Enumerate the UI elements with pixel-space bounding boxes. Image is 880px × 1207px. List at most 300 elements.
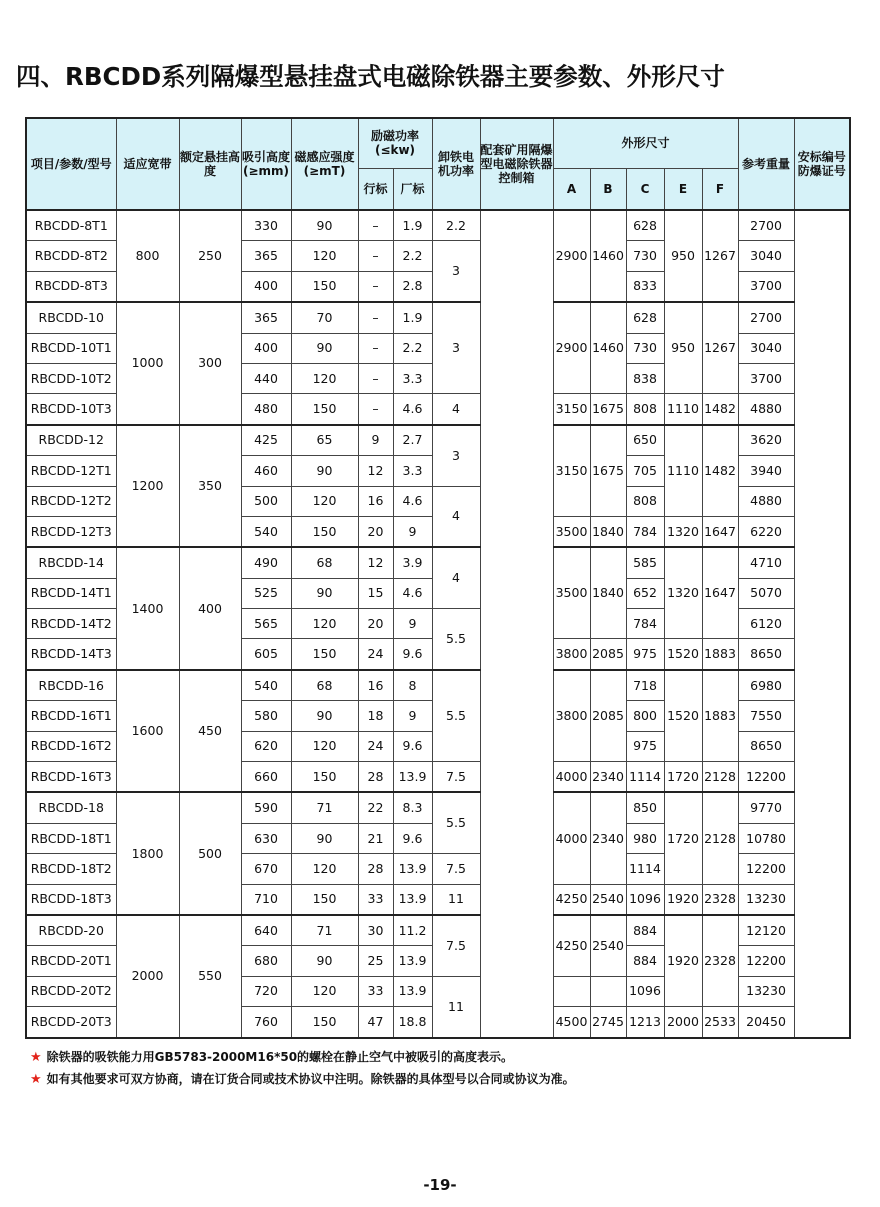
- row-std-cell: –: [358, 210, 393, 241]
- model-cell: RBCDD-16T3: [26, 762, 116, 793]
- dim-c-cell: 800: [626, 701, 664, 731]
- magnetic-cell: 90: [291, 456, 358, 486]
- row-std-cell: 9: [358, 425, 393, 456]
- factory-std-cell: 13.9: [393, 884, 432, 915]
- dim-c-cell: 628: [626, 302, 664, 333]
- motor-power-cell: 5.5: [432, 792, 480, 853]
- header-dim-c: C: [626, 168, 664, 210]
- rated-height-cell: 450: [179, 670, 241, 793]
- lift-cell: 400: [241, 333, 291, 363]
- weight-cell: 2700: [738, 302, 794, 333]
- dim-b-cell: 2540: [590, 915, 626, 976]
- model-cell: RBCDD-8T3: [26, 271, 116, 302]
- row-std-cell: 24: [358, 639, 393, 670]
- lift-cell: 590: [241, 792, 291, 823]
- lift-cell: 605: [241, 639, 291, 670]
- lift-cell: 365: [241, 241, 291, 271]
- lift-cell: 400: [241, 271, 291, 302]
- weight-cell: 4880: [738, 394, 794, 425]
- belt-width-cell: 2000: [116, 915, 179, 1038]
- model-cell: RBCDD-16T1: [26, 701, 116, 731]
- dim-c-cell: 784: [626, 609, 664, 639]
- rated-height-cell: 400: [179, 547, 241, 670]
- header-weight: 参考重量: [738, 118, 794, 210]
- dim-c-cell: 838: [626, 363, 664, 393]
- dim-f-cell: 1647: [702, 547, 738, 639]
- dim-c-cell: 884: [626, 946, 664, 976]
- dim-f-cell: 2328: [702, 884, 738, 915]
- dim-a-cell: 3800: [553, 670, 590, 762]
- model-cell: RBCDD-12: [26, 425, 116, 456]
- dim-c-cell: 650: [626, 425, 664, 456]
- weight-cell: 3040: [738, 333, 794, 363]
- dim-e-cell: 1320: [664, 516, 702, 547]
- model-cell: RBCDD-10: [26, 302, 116, 333]
- dim-f-cell: 1647: [702, 516, 738, 547]
- belt-width-cell: 800: [116, 210, 179, 302]
- lift-cell: 440: [241, 363, 291, 393]
- dim-e-cell: 2000: [664, 1007, 702, 1038]
- note-text: 除铁器的吸铁能力用GB5783-2000M16*50的螺栓在静止空气中被吸引的高度表示。: [46, 1050, 514, 1064]
- row-std-cell: 16: [358, 670, 393, 701]
- dim-a-cell: [553, 976, 590, 1006]
- lift-cell: 490: [241, 547, 291, 578]
- factory-std-cell: 13.9: [393, 854, 432, 884]
- weight-cell: 2700: [738, 210, 794, 241]
- motor-power-cell: 11: [432, 976, 480, 1037]
- weight-cell: 3040: [738, 241, 794, 271]
- header-dim-e: E: [664, 168, 702, 210]
- model-cell: RBCDD-10T3: [26, 394, 116, 425]
- row-std-cell: 25: [358, 946, 393, 976]
- magnetic-cell: 120: [291, 731, 358, 761]
- weight-cell: 12200: [738, 854, 794, 884]
- model-cell: RBCDD-16: [26, 670, 116, 701]
- dim-c-cell: 585: [626, 547, 664, 578]
- header-cert: 安标编号防爆证号: [794, 118, 850, 210]
- dim-f-cell: 1482: [702, 394, 738, 425]
- row-std-cell: –: [358, 302, 393, 333]
- header-factory-std: 厂标: [393, 168, 432, 210]
- dim-a-cell: 4500: [553, 1007, 590, 1038]
- lift-cell: 330: [241, 210, 291, 241]
- star-icon: ★: [30, 1050, 42, 1065]
- factory-std-cell: 9: [393, 516, 432, 547]
- lift-cell: 620: [241, 731, 291, 761]
- magnetic-cell: 70: [291, 302, 358, 333]
- magnetic-cell: 120: [291, 609, 358, 639]
- magnetic-cell: 120: [291, 241, 358, 271]
- model-cell: RBCDD-14T2: [26, 609, 116, 639]
- dim-b-cell: 1840: [590, 516, 626, 547]
- notes: [30, 1048, 575, 1092]
- factory-std-cell: 18.8: [393, 1007, 432, 1038]
- header-dimensions: 外形尺寸: [553, 118, 738, 168]
- dim-c-cell: 808: [626, 486, 664, 516]
- magnetic-cell: 150: [291, 394, 358, 425]
- factory-std-cell: 4.6: [393, 486, 432, 516]
- dim-e-cell: 1320: [664, 547, 702, 639]
- dim-c-cell: 652: [626, 578, 664, 608]
- weight-cell: 3620: [738, 425, 794, 456]
- header-excitation: 励磁功率(≤kw): [358, 118, 432, 168]
- dim-c-cell: 884: [626, 915, 664, 946]
- dim-e-cell: 950: [664, 302, 702, 394]
- dim-a-cell: 3500: [553, 547, 590, 639]
- weight-cell: 8650: [738, 639, 794, 670]
- weight-cell: 13230: [738, 976, 794, 1006]
- dim-b-cell: 1675: [590, 394, 626, 425]
- factory-std-cell: 1.9: [393, 302, 432, 333]
- dim-f-cell: 2533: [702, 1007, 738, 1038]
- weight-cell: 4880: [738, 486, 794, 516]
- dim-e-cell: 1520: [664, 670, 702, 762]
- model-cell: RBCDD-18T3: [26, 884, 116, 915]
- row-std-cell: –: [358, 363, 393, 393]
- weight-cell: 3700: [738, 271, 794, 302]
- dim-c-cell: 1213: [626, 1007, 664, 1038]
- page-title: 四、RBCDD系列隔爆型悬挂盘式电磁除铁器主要参数、外形尺寸: [16, 62, 725, 91]
- lift-cell: 680: [241, 946, 291, 976]
- lift-cell: 540: [241, 670, 291, 701]
- factory-std-cell: 9: [393, 701, 432, 731]
- model-cell: RBCDD-18T2: [26, 854, 116, 884]
- dim-b-cell: [590, 976, 626, 1006]
- header-row-std: 行标: [358, 168, 393, 210]
- lift-cell: 425: [241, 425, 291, 456]
- dim-c-cell: 1114: [626, 762, 664, 793]
- dim-f-cell: 1883: [702, 670, 738, 762]
- model-cell: RBCDD-20T3: [26, 1007, 116, 1038]
- row-std-cell: 24: [358, 731, 393, 761]
- factory-std-cell: 4.6: [393, 394, 432, 425]
- lift-cell: 630: [241, 823, 291, 853]
- dim-b-cell: 2340: [590, 762, 626, 793]
- factory-std-cell: 8.3: [393, 792, 432, 823]
- factory-std-cell: 3.9: [393, 547, 432, 578]
- lift-cell: 525: [241, 578, 291, 608]
- weight-cell: 6120: [738, 609, 794, 639]
- weight-cell: 20450: [738, 1007, 794, 1038]
- row-std-cell: –: [358, 394, 393, 425]
- row-std-cell: –: [358, 241, 393, 271]
- header-motor-power: 卸铁电机功率: [432, 118, 480, 210]
- model-cell: RBCDD-8T1: [26, 210, 116, 241]
- dim-a-cell: 2900: [553, 302, 590, 394]
- row-std-cell: 28: [358, 854, 393, 884]
- header-controller: 配套矿用隔爆型电磁除铁器控制箱: [480, 118, 553, 210]
- note-item: [30, 1070, 575, 1092]
- dim-c-cell: 833: [626, 271, 664, 302]
- cert-cell: [794, 210, 850, 1038]
- header-dim-f: F: [702, 168, 738, 210]
- dim-a-cell: 4000: [553, 762, 590, 793]
- factory-std-cell: 9.6: [393, 823, 432, 853]
- header-rated-height: 额定悬挂高度: [179, 118, 241, 210]
- motor-power-cell: 4: [432, 547, 480, 608]
- dim-b-cell: 2540: [590, 884, 626, 915]
- magnetic-cell: 90: [291, 946, 358, 976]
- dim-c-cell: 730: [626, 333, 664, 363]
- model-cell: RBCDD-20T2: [26, 976, 116, 1006]
- belt-width-cell: 1400: [116, 547, 179, 670]
- weight-cell: 7550: [738, 701, 794, 731]
- dim-b-cell: 2085: [590, 670, 626, 762]
- dim-a-cell: 3800: [553, 639, 590, 670]
- model-cell: RBCDD-14: [26, 547, 116, 578]
- magnetic-cell: 65: [291, 425, 358, 456]
- factory-std-cell: 2.2: [393, 333, 432, 363]
- model-cell: RBCDD-12T3: [26, 516, 116, 547]
- dim-f-cell: 1267: [702, 210, 738, 302]
- dim-a-cell: 4250: [553, 884, 590, 915]
- factory-std-cell: 9.6: [393, 639, 432, 670]
- row-std-cell: 28: [358, 762, 393, 793]
- factory-std-cell: 2.7: [393, 425, 432, 456]
- belt-width-cell: 1200: [116, 425, 179, 548]
- row-std-cell: 30: [358, 915, 393, 946]
- factory-std-cell: 2.8: [393, 271, 432, 302]
- row-std-cell: 21: [358, 823, 393, 853]
- lift-cell: 760: [241, 1007, 291, 1038]
- lift-cell: 660: [241, 762, 291, 793]
- rated-height-cell: 550: [179, 915, 241, 1038]
- dim-e-cell: 1520: [664, 639, 702, 670]
- dim-e-cell: 1720: [664, 762, 702, 793]
- row-std-cell: 15: [358, 578, 393, 608]
- factory-std-cell: 8: [393, 670, 432, 701]
- weight-cell: 12120: [738, 915, 794, 946]
- lift-cell: 670: [241, 854, 291, 884]
- model-cell: RBCDD-10T2: [26, 363, 116, 393]
- magnetic-cell: 90: [291, 823, 358, 853]
- dim-c-cell: 1096: [626, 884, 664, 915]
- factory-std-cell: 9.6: [393, 731, 432, 761]
- dim-a-cell: 3150: [553, 394, 590, 425]
- model-cell: RBCDD-20T1: [26, 946, 116, 976]
- lift-cell: 480: [241, 394, 291, 425]
- magnetic-cell: 150: [291, 271, 358, 302]
- magnetic-cell: 90: [291, 701, 358, 731]
- model-cell: RBCDD-20: [26, 915, 116, 946]
- model-cell: RBCDD-18T1: [26, 823, 116, 853]
- model-cell: RBCDD-14T1: [26, 578, 116, 608]
- dim-e-cell: 1110: [664, 425, 702, 517]
- note-item: [30, 1048, 575, 1070]
- rated-height-cell: 250: [179, 210, 241, 302]
- weight-cell: 6980: [738, 670, 794, 701]
- dim-b-cell: 1675: [590, 425, 626, 517]
- lift-cell: 565: [241, 609, 291, 639]
- magnetic-cell: 71: [291, 915, 358, 946]
- model-cell: RBCDD-16T2: [26, 731, 116, 761]
- magnetic-cell: 120: [291, 486, 358, 516]
- motor-power-cell: 5.5: [432, 670, 480, 762]
- star-icon: ★: [30, 1072, 42, 1087]
- dim-b-cell: 1460: [590, 210, 626, 302]
- magnetic-cell: 90: [291, 210, 358, 241]
- motor-power-cell: 4: [432, 394, 480, 425]
- row-std-cell: 12: [358, 547, 393, 578]
- row-std-cell: 20: [358, 516, 393, 547]
- dim-f-cell: 1267: [702, 302, 738, 394]
- row-std-cell: 18: [358, 701, 393, 731]
- note-text: 如有其他要求可双方协商，请在订货合同或技术协议中注明。除铁器的具体型号以合同或协议为准。: [46, 1072, 575, 1086]
- row-std-cell: 47: [358, 1007, 393, 1038]
- factory-std-cell: 4.6: [393, 578, 432, 608]
- dim-c-cell: 1114: [626, 854, 664, 884]
- magnetic-cell: 150: [291, 639, 358, 670]
- dim-b-cell: 2340: [590, 792, 626, 884]
- spec-table: [25, 117, 851, 1039]
- dim-b-cell: 2745: [590, 1007, 626, 1038]
- magnetic-cell: 120: [291, 976, 358, 1006]
- dim-a-cell: 4250: [553, 915, 590, 976]
- dim-a-cell: 2900: [553, 210, 590, 302]
- page-number: -19-: [423, 1176, 457, 1194]
- weight-cell: 12200: [738, 946, 794, 976]
- dim-c-cell: 1096: [626, 976, 664, 1006]
- belt-width-cell: 1600: [116, 670, 179, 793]
- lift-cell: 720: [241, 976, 291, 1006]
- lift-cell: 460: [241, 456, 291, 486]
- dim-a-cell: 3500: [553, 516, 590, 547]
- dim-f-cell: 2128: [702, 792, 738, 884]
- factory-std-cell: 3.3: [393, 456, 432, 486]
- dim-e-cell: 1920: [664, 915, 702, 1007]
- row-std-cell: –: [358, 333, 393, 363]
- weight-cell: 12200: [738, 762, 794, 793]
- dim-c-cell: 730: [626, 241, 664, 271]
- row-std-cell: 20: [358, 609, 393, 639]
- weight-cell: 5070: [738, 578, 794, 608]
- lift-cell: 365: [241, 302, 291, 333]
- dim-c-cell: 784: [626, 516, 664, 547]
- weight-cell: 8650: [738, 731, 794, 761]
- header-model: 项目/参数/型号: [26, 118, 116, 210]
- magnetic-cell: 68: [291, 670, 358, 701]
- weight-cell: 3940: [738, 456, 794, 486]
- magnetic-cell: 120: [291, 363, 358, 393]
- dim-e-cell: 1720: [664, 792, 702, 884]
- dim-b-cell: 1840: [590, 547, 626, 639]
- factory-std-cell: 3.3: [393, 363, 432, 393]
- model-cell: RBCDD-10T1: [26, 333, 116, 363]
- factory-std-cell: 11.2: [393, 915, 432, 946]
- motor-power-cell: 3: [432, 302, 480, 394]
- factory-std-cell: 1.9: [393, 210, 432, 241]
- model-cell: RBCDD-14T3: [26, 639, 116, 670]
- rated-height-cell: 500: [179, 792, 241, 915]
- dim-c-cell: 975: [626, 731, 664, 761]
- magnetic-cell: 150: [291, 884, 358, 915]
- dim-f-cell: 1883: [702, 639, 738, 670]
- belt-width-cell: 1000: [116, 302, 179, 425]
- magnetic-cell: 150: [291, 1007, 358, 1038]
- header-dim-a: A: [553, 168, 590, 210]
- factory-std-cell: 9: [393, 609, 432, 639]
- factory-std-cell: 13.9: [393, 762, 432, 793]
- dim-c-cell: 628: [626, 210, 664, 241]
- motor-power-cell: 7.5: [432, 915, 480, 976]
- motor-power-cell: 3: [432, 425, 480, 486]
- dim-a-cell: 4000: [553, 792, 590, 884]
- lift-cell: 500: [241, 486, 291, 516]
- model-cell: RBCDD-12T1: [26, 456, 116, 486]
- factory-std-cell: 13.9: [393, 976, 432, 1006]
- magnetic-cell: 150: [291, 516, 358, 547]
- magnetic-cell: 90: [291, 333, 358, 363]
- magnetic-cell: 150: [291, 762, 358, 793]
- magnetic-cell: 120: [291, 854, 358, 884]
- belt-width-cell: 1800: [116, 792, 179, 915]
- model-cell: RBCDD-8T2: [26, 241, 116, 271]
- dim-f-cell: 1482: [702, 425, 738, 517]
- weight-cell: 9770: [738, 792, 794, 823]
- magnetic-cell: 90: [291, 578, 358, 608]
- dim-e-cell: 1920: [664, 884, 702, 915]
- model-cell: RBCDD-12T2: [26, 486, 116, 516]
- dim-e-cell: 950: [664, 210, 702, 302]
- header-magnetic: 磁感应强度(≥mT): [291, 118, 358, 210]
- dim-f-cell: 2328: [702, 915, 738, 1007]
- factory-std-cell: 2.2: [393, 241, 432, 271]
- header-belt-width: 适应宽带: [116, 118, 179, 210]
- dim-c-cell: 850: [626, 792, 664, 823]
- motor-power-cell: 2.2: [432, 210, 480, 241]
- row-std-cell: –: [358, 271, 393, 302]
- weight-cell: 10780: [738, 823, 794, 853]
- motor-power-cell: 5.5: [432, 609, 480, 670]
- lift-cell: 640: [241, 915, 291, 946]
- dim-c-cell: 718: [626, 670, 664, 701]
- row-std-cell: 16: [358, 486, 393, 516]
- model-cell: RBCDD-18: [26, 792, 116, 823]
- weight-cell: 6220: [738, 516, 794, 547]
- lift-cell: 580: [241, 701, 291, 731]
- row-std-cell: 33: [358, 884, 393, 915]
- row-std-cell: 22: [358, 792, 393, 823]
- lift-cell: 540: [241, 516, 291, 547]
- header-dim-b: B: [590, 168, 626, 210]
- dim-b-cell: 2085: [590, 639, 626, 670]
- motor-power-cell: 3: [432, 241, 480, 302]
- dim-c-cell: 808: [626, 394, 664, 425]
- rated-height-cell: 300: [179, 302, 241, 425]
- lift-cell: 710: [241, 884, 291, 915]
- dim-c-cell: 975: [626, 639, 664, 670]
- factory-std-cell: 13.9: [393, 946, 432, 976]
- header-lift-height: 吸引高度(≥mm): [241, 118, 291, 210]
- row-std-cell: 33: [358, 976, 393, 1006]
- weight-cell: 13230: [738, 884, 794, 915]
- motor-power-cell: 7.5: [432, 762, 480, 793]
- controller-cell: [480, 210, 553, 1038]
- weight-cell: 4710: [738, 547, 794, 578]
- dim-f-cell: 2128: [702, 762, 738, 793]
- dim-a-cell: 3150: [553, 425, 590, 517]
- dim-e-cell: 1110: [664, 394, 702, 425]
- weight-cell: 3700: [738, 363, 794, 393]
- motor-power-cell: 7.5: [432, 854, 480, 884]
- dim-c-cell: 705: [626, 456, 664, 486]
- magnetic-cell: 71: [291, 792, 358, 823]
- magnetic-cell: 68: [291, 547, 358, 578]
- dim-b-cell: 1460: [590, 302, 626, 394]
- motor-power-cell: 11: [432, 884, 480, 915]
- row-std-cell: 12: [358, 456, 393, 486]
- rated-height-cell: 350: [179, 425, 241, 548]
